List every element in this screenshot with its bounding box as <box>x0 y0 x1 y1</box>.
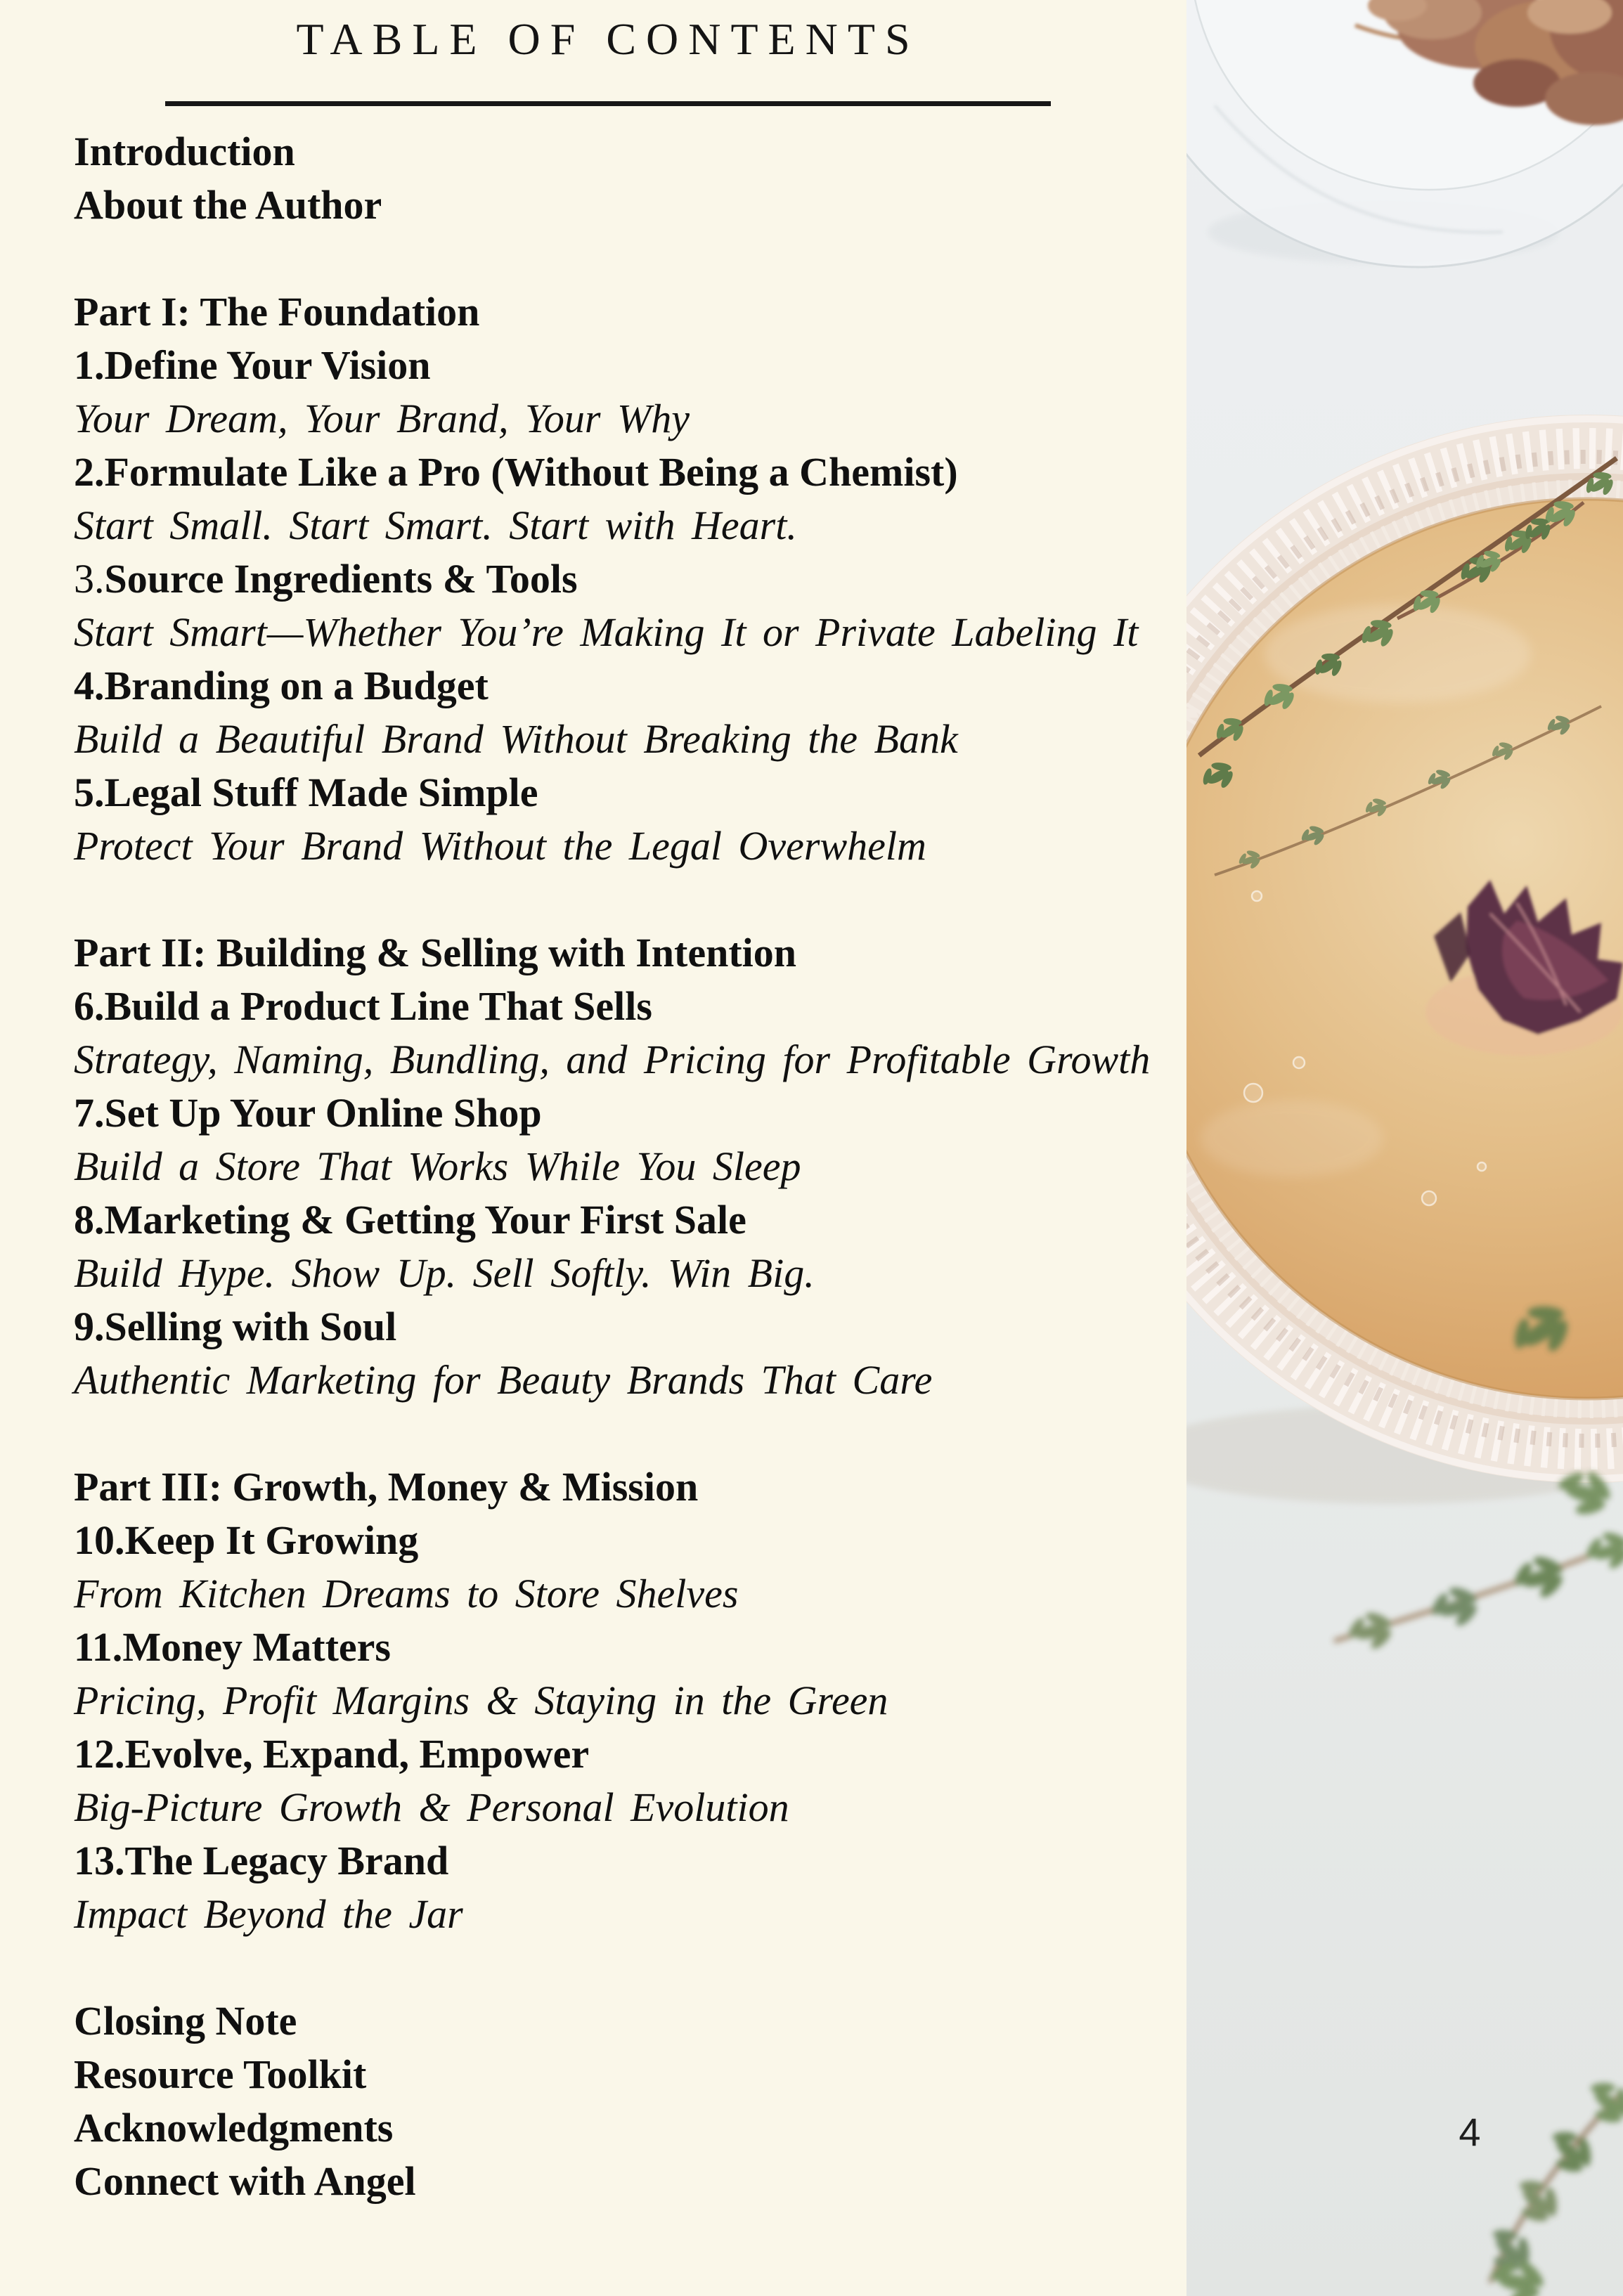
page-title: TABLE OF CONTENTS <box>296 14 920 64</box>
chapter-number: 4. <box>74 663 105 708</box>
chapter-2-subtitle: Start Small. Start Smart. Start with Heart. <box>74 502 797 548</box>
toc-chapter-7 <box>74 1087 1156 1140</box>
chapter-number: 7. <box>74 1090 105 1136</box>
photo-panel <box>1186 0 1623 2296</box>
chapter-title: Selling with Soul <box>104 1304 397 1349</box>
toc-chapter-9 <box>74 1300 1156 1354</box>
chapter-4-subtitle: Build a Beautiful Brand Without Breaking the Bank <box>74 716 958 762</box>
part-2 <box>74 926 1156 1407</box>
chapter-title: Evolve, Expand, Empower <box>124 1731 590 1777</box>
part-3 <box>74 1460 1156 1941</box>
toc-chapter-5 <box>74 766 1156 819</box>
chapter-title: Keep It Growing <box>124 1517 419 1563</box>
chapter-number: 8. <box>74 1197 105 1243</box>
toc-chapter-10 <box>74 1514 1156 1567</box>
chapter-title: Formulate Like a Pro (Without Being a Chemist) <box>104 449 958 495</box>
toc-entry-closing-note: Closing Note <box>74 1998 297 2044</box>
chapter-title: The Legacy Brand <box>124 1838 449 1883</box>
front-matter <box>74 125 1156 232</box>
chapter-number: 5. <box>74 770 105 815</box>
part-1-heading: Part I: The Foundation <box>74 289 480 335</box>
toc-entry-connect-with-angel: Connect with Angel <box>74 2158 416 2204</box>
chapter-number: 6. <box>74 983 105 1029</box>
toc-chapter-8 <box>74 1193 1156 1247</box>
toc-chapter-1 <box>74 339 1156 392</box>
chapter-title: Marketing & Getting Your First Sale <box>104 1197 746 1243</box>
chapter-10-subtitle: From Kitchen Dreams to Store Shelves <box>74 1571 739 1616</box>
chapter-13-subtitle: Impact Beyond the Jar <box>74 1891 463 1937</box>
table-of-contents <box>74 125 1156 2208</box>
chapter-5-subtitle: Protect Your Brand Without the Legal Overwhelm <box>74 823 926 869</box>
chapter-title: Define Your Vision <box>104 342 431 388</box>
chapter-6-subtitle: Strategy, Naming, Bundling, and Pricing for Profitable Growth <box>74 1037 1151 1082</box>
toc-entry-resource-toolkit: Resource Toolkit <box>74 2051 367 2097</box>
chapter-title: Money Matters <box>122 1624 391 1670</box>
part-2-heading: Part II: Building & Selling with Intention <box>74 930 797 975</box>
chapter-title: Branding on a Budget <box>104 663 489 708</box>
chapter-number: 3. <box>74 556 105 602</box>
toc-chapter-3 <box>74 552 1156 606</box>
chapter-title: Build a Product Line That Sells <box>104 983 652 1029</box>
chapter-number: 11. <box>74 1624 123 1670</box>
chapter-7-subtitle: Build a Store That Works While You Sleep <box>74 1143 801 1189</box>
title-block <box>165 14 1051 106</box>
page-number: 4 <box>1459 2110 1481 2154</box>
chapter-title: Legal Stuff Made Simple <box>104 770 538 815</box>
toc-chapter-12 <box>74 1727 1156 1781</box>
chapter-number: 13. <box>74 1838 125 1883</box>
back-matter <box>74 1995 1156 2208</box>
chapter-title: Source Ingredients & Tools <box>104 556 578 602</box>
chapter-number: 9. <box>74 1304 105 1349</box>
chapter-title: Set Up Your Online Shop <box>104 1090 542 1136</box>
toc-chapter-2 <box>74 446 1156 499</box>
lifestyle-photo <box>1186 0 1623 2296</box>
chapter-number: 10. <box>74 1517 125 1563</box>
chapter-number: 12. <box>74 1731 125 1777</box>
chapter-9-subtitle: Authentic Marketing for Beauty Brands That Care <box>74 1357 933 1403</box>
title-underline <box>165 101 1051 106</box>
chapter-number: 2. <box>74 449 105 495</box>
toc-chapter-4 <box>74 659 1156 713</box>
part-1 <box>74 285 1156 873</box>
part-3-heading: Part III: Growth, Money & Mission <box>74 1464 699 1510</box>
toc-entry-about-the-author: About the Author <box>74 182 382 228</box>
toc-chapter-13 <box>74 1834 1156 1888</box>
toc-entry-introduction: Introduction <box>74 129 295 174</box>
toc-chapter-6 <box>74 980 1156 1033</box>
chapter-3-subtitle: Start Smart—Whether You’re Making It or Private Labeling It <box>74 609 1139 655</box>
chapter-12-subtitle: Big-Picture Growth & Personal Evolution <box>74 1784 789 1830</box>
chapter-8-subtitle: Build Hype. Show Up. Sell Softly. Win Big. <box>74 1250 815 1296</box>
toc-entry-acknowledgments: Acknowledgments <box>74 2105 394 2151</box>
chapter-11-subtitle: Pricing, Profit Margins & Staying in the Green <box>74 1678 888 1723</box>
toc-chapter-11 <box>74 1621 1156 1674</box>
chapter-1-subtitle: Your Dream, Your Brand, Your Why <box>74 396 690 441</box>
chapter-number: 1. <box>74 342 105 388</box>
